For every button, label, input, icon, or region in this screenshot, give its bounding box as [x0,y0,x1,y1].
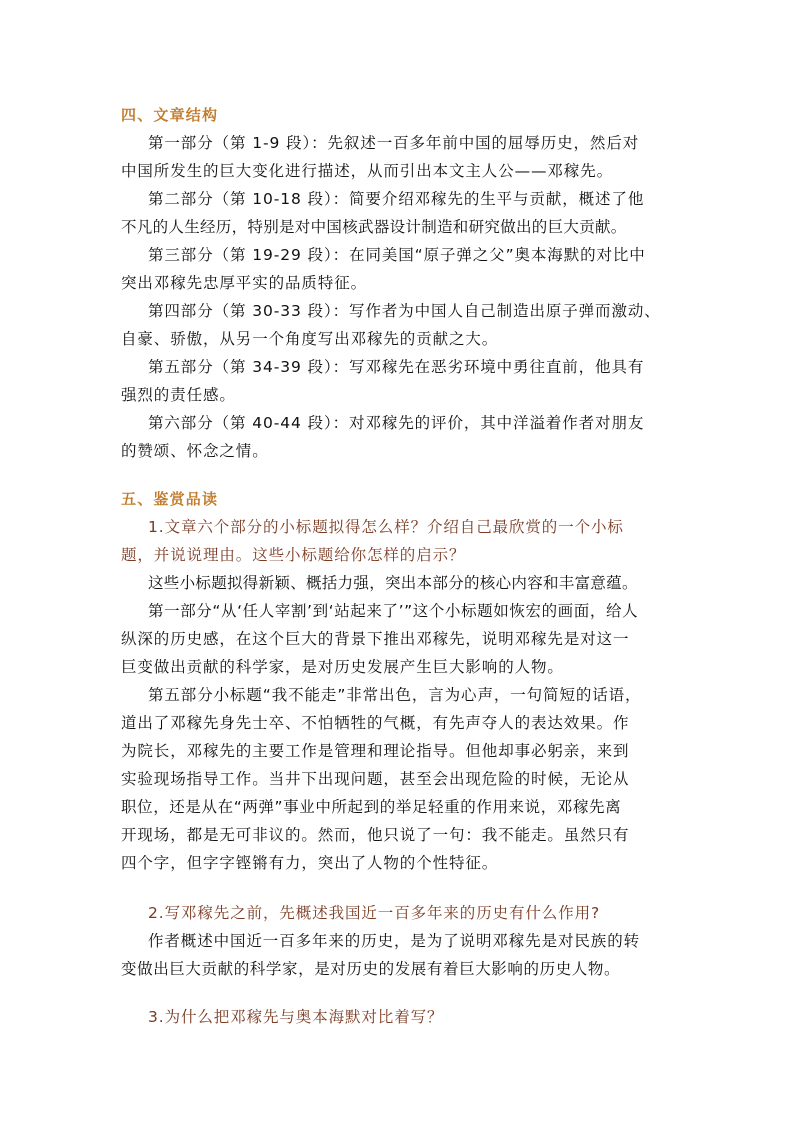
answer-line: 纵深的历史感，在这个巨大的背景下推出邓稼先，说明邓稼先是对这一 [121,630,630,648]
section-heading-appreciation: 五、鉴赏品读 [121,490,219,508]
paragraph-line: 第五部分（第 34-39 段）：写邓稼先在恶劣环境中勇往直前，他具有 [148,358,645,376]
paragraph-line: 第一部分（第 1-9 段）：先叙述一百多年前中国的屈辱历史，然后对 [148,134,640,152]
paragraph-line: 第二部分（第 10-18 段）：简要介绍邓稼先的生平与贡献，概述了他 [148,190,645,208]
answer-line: 作者概述中国近一百多年来的历史，是为了说明邓稼先是对民族的转 [148,932,641,950]
answer-line: 四个字，但字字铿锵有力，突出了人物的个性特征。 [121,854,499,872]
paragraph-line: 突出邓稼先忠厚平实的品质特征。 [121,274,368,292]
answer-line: 巨变做出贡献的科学家，是对历史发展产生巨大影响的人物。 [121,658,564,676]
answer-line: 职位，还是从在“两弹”事业中所起到的举足轻重的作用来说，邓稼先离 [121,798,622,816]
question-line: 题，并说说理由。这些小标题给你怎样的启示？ [121,546,466,564]
answer-line: 为院长，邓稼先的主要工作是管理和理论指导。但他却事必躬亲，来到 [121,742,630,760]
question-line: 2.写邓稼先之前，先概述我国近一百多年来的历史有什么作用? [148,904,601,922]
paragraph-line: 第六部分（第 40-44 段）：对邓稼先的评价，其中洋溢着作者对朋友 [148,414,645,432]
answer-line: 道出了邓稼先身先士卒、不怕牺牲的气概，有先声夺人的表达效果。作 [121,714,630,732]
paragraph-line: 第三部分（第 19-29 段）：在同美国“原子弹之父”奥本海默的对比中 [148,246,646,264]
answer-line: 开现场，都是无可非议的。然而，他只说了一句：我不能走。虽然只有 [121,826,630,844]
paragraph-line: 第四部分（第 30-33 段）：写作者为中国人自己制造出原子弹而激动、 [148,302,661,320]
answer-line: 变做出巨大贡献的科学家，是对历史的发展有着巨大影响的历史人物。 [121,960,621,978]
question-line: 3.为什么把邓稼先与奥本海默对比着写？ [148,1008,444,1026]
answer-line: 第一部分“从‘任人宰割’到‘站起来了’”这个小标题如恢宏的画面，给人 [148,602,639,620]
answer-line: 这些小标题拟得新颖、概括力强，突出本部分的核心内容和丰富意蕴。 [148,574,638,592]
paragraph-line: 不凡的人生经历，特别是对中国核武器设计制造和研究做出的巨大贡献。 [121,218,627,236]
answer-line: 第五部分小标题“我不能走”非常出色，言为心声，一句简短的话语， [148,686,642,704]
answer-line: 实验现场指导工作。当井下出现问题，甚至会出现危险的时候，无论从 [121,770,630,788]
question-line: 1.文章六个部分的小标题拟得怎么样？介绍自己最欣赏的一个小标 [148,518,624,536]
section-heading-structure: 四、文章结构 [121,106,219,124]
paragraph-line: 强烈的责任感。 [121,386,236,404]
paragraph-line: 中国所发生的巨大变化进行描述，从而引出本文主人公——邓稼先。 [121,162,614,180]
paragraph-line: 的赞颂、怀念之情。 [121,442,269,460]
paragraph-line: 自豪、骄傲，从另一个角度写出邓稼先的贡献之大。 [121,330,499,348]
